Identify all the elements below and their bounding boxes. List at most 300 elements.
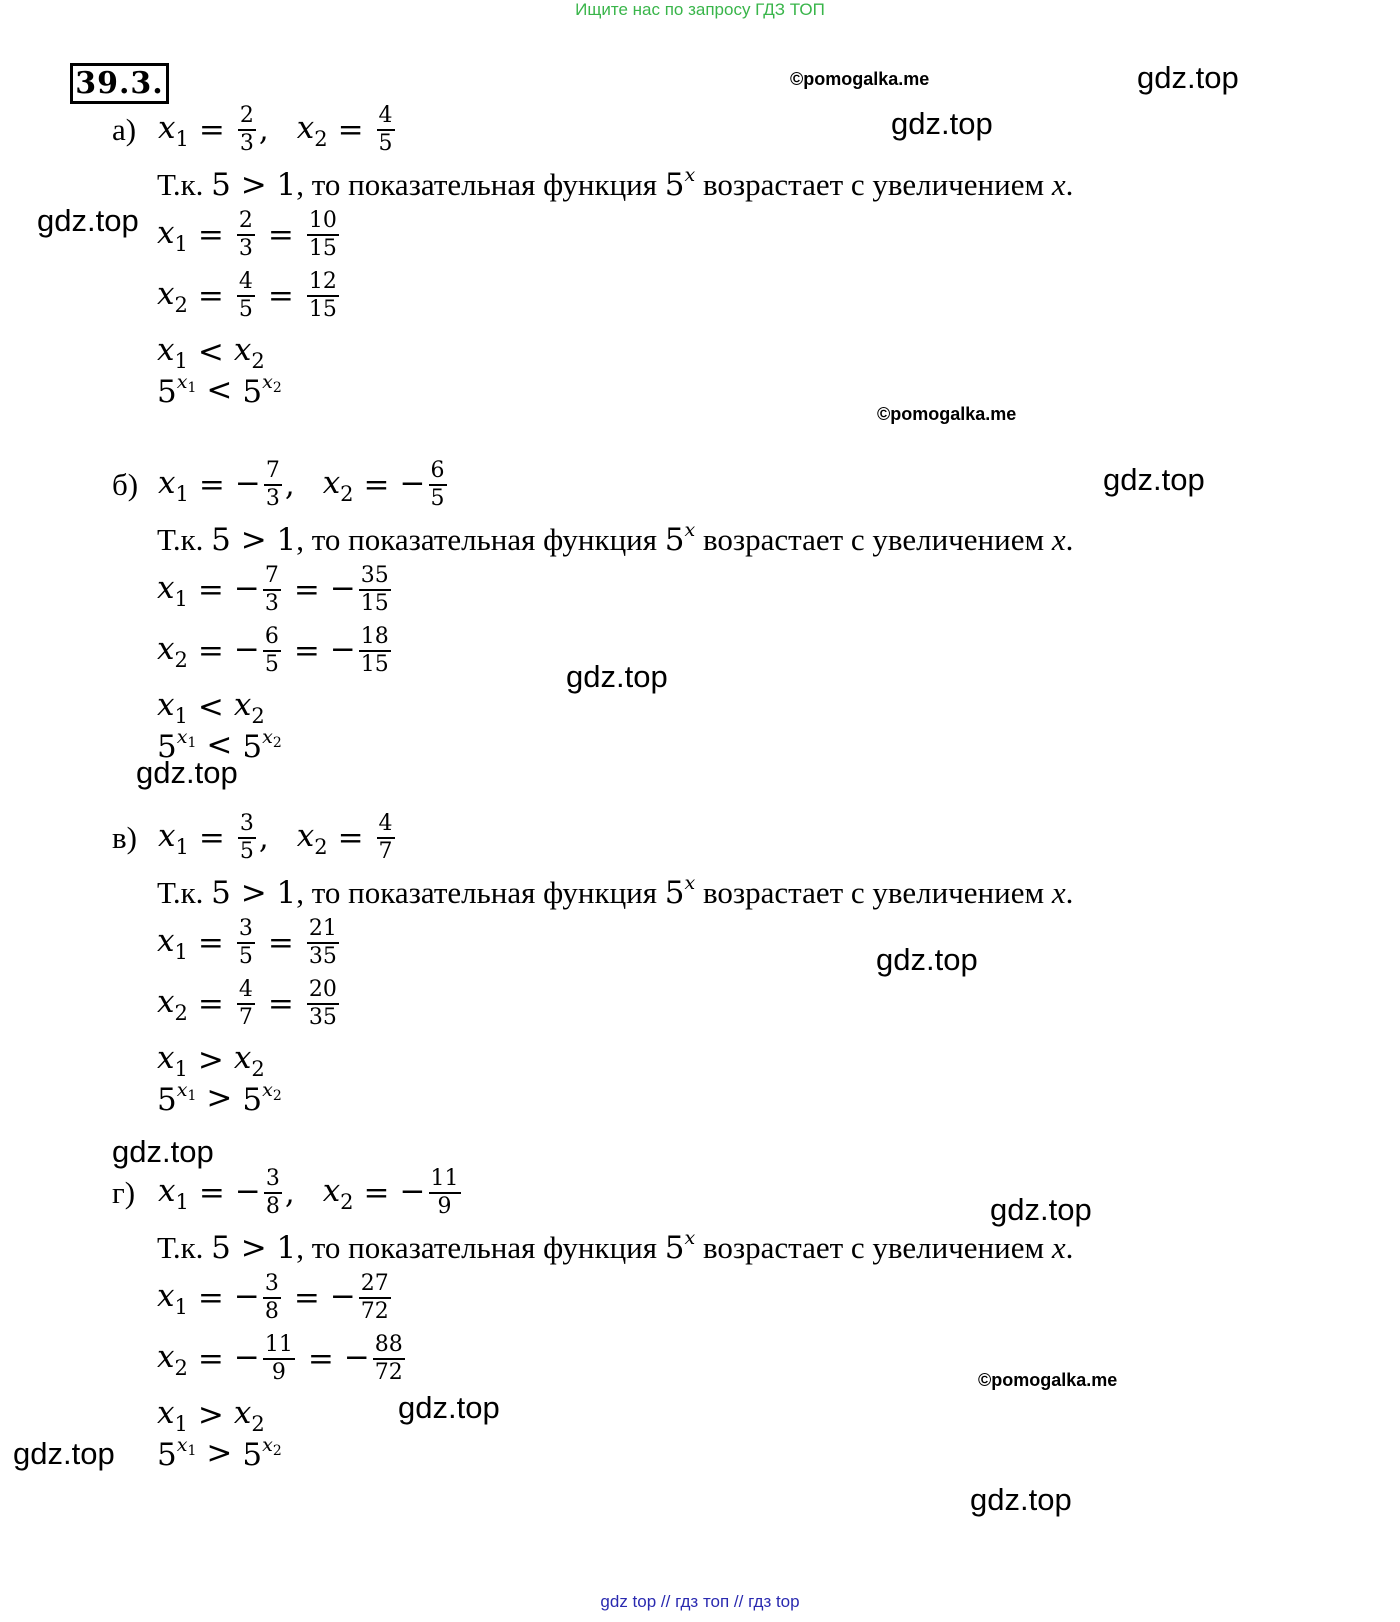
denominator: 3 <box>239 131 254 156</box>
equals-sign: = <box>197 925 224 961</box>
x1-common <box>330 1271 394 1325</box>
denominator: 9 <box>271 1360 286 1385</box>
fraction <box>263 1332 295 1386</box>
variable-x2 <box>157 276 188 317</box>
equals-sign: = <box>293 633 320 669</box>
denominator: 5 <box>239 839 254 864</box>
variable-x2 <box>234 1040 265 1081</box>
exp-var: x <box>176 370 188 393</box>
minus-sign: − <box>234 465 261 502</box>
variable-x1 <box>158 818 189 859</box>
relation-sign: > <box>206 1080 233 1116</box>
function-5x <box>664 519 696 558</box>
exponent <box>176 1078 197 1104</box>
minus-sign: − <box>329 631 356 668</box>
exp-sub: 1 <box>187 1087 197 1104</box>
exponent <box>262 725 282 751</box>
numerator: 3 <box>263 1271 281 1299</box>
variable-x2 <box>234 1395 265 1436</box>
variable-x2 <box>157 631 188 672</box>
part-label: в) <box>112 820 137 855</box>
text-var: x <box>1051 167 1066 202</box>
x2-conversion <box>157 969 342 1039</box>
comparison-power <box>157 1433 282 1473</box>
base: 5 <box>157 1436 177 1473</box>
denominator: 9 <box>437 1194 452 1219</box>
text-prefix: Т.к. <box>157 522 212 557</box>
func-exp: x <box>684 872 696 894</box>
exp-sub: 1 <box>187 379 197 396</box>
fraction <box>377 811 395 865</box>
variable-letter: x <box>157 214 175 251</box>
subscript: 1 <box>175 481 189 506</box>
exponent <box>176 725 197 751</box>
text-suffix: возрастает с увеличением <box>695 1230 1052 1265</box>
comparison-power <box>157 1078 282 1118</box>
variable-letter: x <box>157 275 175 312</box>
variable-x1 <box>158 465 189 506</box>
x2-common <box>304 269 342 323</box>
base: 5 <box>242 1436 263 1473</box>
variable-letter: x <box>157 1338 175 1375</box>
text-end: . <box>1065 1230 1074 1265</box>
exponent <box>176 1433 197 1459</box>
variable-x1 <box>158 1173 189 1214</box>
exp-var: x <box>262 1078 273 1101</box>
comparison-x <box>157 1040 265 1080</box>
exp-sub: 2 <box>272 1442 282 1459</box>
power-5-x1 <box>157 1079 196 1118</box>
numerator: 27 <box>359 1271 391 1299</box>
denominator: 72 <box>374 1360 403 1385</box>
subscript: 1 <box>175 834 189 859</box>
x1-conversion <box>157 200 342 270</box>
variable-x1 <box>157 1395 188 1436</box>
variable-x2 <box>323 465 354 506</box>
numerator: 2 <box>238 103 256 131</box>
fraction <box>264 1166 282 1220</box>
variable-letter: x <box>157 569 175 606</box>
exp-sub: 1 <box>187 734 197 751</box>
denominator: 5 <box>264 652 279 677</box>
x1-conversion <box>157 555 394 625</box>
fraction <box>237 916 255 970</box>
monotonic-statement <box>157 1227 1073 1267</box>
gdz-watermark: gdz.top <box>112 1134 214 1169</box>
x1-value <box>234 563 284 617</box>
variable-x2 <box>157 984 188 1025</box>
minus-sign: − <box>399 1173 426 1210</box>
exp-var: x <box>176 1078 188 1101</box>
numerator: 2 <box>237 208 255 236</box>
x2-value <box>234 624 284 678</box>
x1-common <box>304 208 342 262</box>
fraction <box>307 269 339 323</box>
equals-sign: = <box>198 1175 225 1211</box>
variable-letter: x <box>233 1039 252 1076</box>
x1-common <box>304 916 342 970</box>
subscript: 2 <box>251 703 265 728</box>
relation-sign: < <box>206 372 233 408</box>
equals-sign: = <box>363 1175 390 1211</box>
comma: , <box>284 467 295 503</box>
subscript: 2 <box>340 481 354 506</box>
variable-x2 <box>323 1173 354 1214</box>
x1-value <box>235 1166 285 1220</box>
func-base: 5 <box>664 1230 685 1266</box>
func-base: 5 <box>664 522 685 558</box>
subscript: 2 <box>251 1411 265 1436</box>
numerator: 12 <box>307 269 339 297</box>
subscript: 1 <box>174 1294 188 1319</box>
variable-letter: x <box>233 686 252 723</box>
condition: 5 > 1 <box>211 522 297 558</box>
subscript: 2 <box>174 292 188 317</box>
comma: , <box>284 1175 295 1211</box>
comparison-x <box>157 1395 265 1435</box>
subscript: 1 <box>174 703 188 728</box>
numerator: 18 <box>359 624 391 652</box>
variable-letter: x <box>157 331 175 368</box>
subscript: 2 <box>314 126 328 151</box>
numerator: 7 <box>264 458 282 486</box>
x2-conversion <box>157 616 394 686</box>
equals-sign: = <box>337 820 364 856</box>
exponent <box>262 370 282 396</box>
text-prefix: Т.к. <box>157 1230 212 1265</box>
numerator: 6 <box>263 624 281 652</box>
gdz-watermark: gdz.top <box>136 755 238 790</box>
fraction <box>377 103 395 157</box>
variable-x2 <box>297 818 328 859</box>
base: 5 <box>242 1081 263 1118</box>
variable-letter: x <box>296 109 315 146</box>
x1-common <box>330 563 394 617</box>
x1-value <box>234 916 258 970</box>
equals-sign: = <box>267 217 294 253</box>
relation-sign: < <box>206 727 233 763</box>
base: 5 <box>242 728 263 765</box>
subscript: 1 <box>174 231 188 256</box>
x2-conversion <box>157 261 342 331</box>
x1-value <box>235 811 259 865</box>
fraction <box>359 1271 391 1325</box>
given-values <box>112 450 450 520</box>
denominator: 15 <box>308 297 337 322</box>
fraction <box>263 563 281 617</box>
minus-sign: − <box>233 1278 260 1315</box>
x2-value <box>374 811 398 865</box>
power-5-x2 <box>242 1079 281 1118</box>
denominator: 5 <box>238 297 253 322</box>
numerator: 88 <box>373 1332 405 1360</box>
gdz-watermark: gdz.top <box>990 1192 1092 1227</box>
fraction <box>307 916 339 970</box>
equals-sign: = <box>198 112 225 148</box>
text-var: x <box>1051 1230 1066 1265</box>
subscript: 2 <box>174 647 188 672</box>
relation-sign: > <box>197 1397 224 1433</box>
func-base: 5 <box>664 167 685 203</box>
variable-letter: x <box>322 464 341 501</box>
variable-letter: x <box>157 922 175 959</box>
equals-sign: = <box>293 1280 320 1316</box>
text-middle: , то показательная функция <box>296 167 665 202</box>
equals-sign: = <box>337 112 364 148</box>
base: 5 <box>157 1081 177 1118</box>
fraction <box>307 977 339 1031</box>
variable-letter: x <box>158 464 176 501</box>
exponent <box>176 370 197 396</box>
subscript: 1 <box>174 348 188 373</box>
x1-conversion <box>157 908 342 978</box>
comma: , <box>258 112 269 148</box>
variable-letter: x <box>157 630 175 667</box>
x2-common <box>344 1332 408 1386</box>
variable-x1 <box>157 923 188 964</box>
variable-letter: x <box>296 817 315 854</box>
relation-sign: > <box>206 1435 233 1471</box>
denominator: 3 <box>265 486 280 511</box>
relation-sign: > <box>197 1042 224 1078</box>
equals-sign: = <box>197 986 224 1022</box>
gdz-watermark: gdz.top <box>1137 60 1239 95</box>
denominator: 35 <box>308 944 337 969</box>
gdz-watermark: gdz.top <box>566 659 668 694</box>
variable-letter: x <box>158 109 176 146</box>
denominator: 15 <box>360 652 389 677</box>
numerator: 10 <box>307 208 339 236</box>
variable-letter: x <box>158 817 176 854</box>
text-middle: , то показательная функция <box>296 1230 665 1265</box>
subscript: 2 <box>174 1355 188 1380</box>
numerator: 3 <box>264 1166 282 1194</box>
variable-x2 <box>234 687 265 728</box>
variable-letter: x <box>157 1039 175 1076</box>
equals-sign: = <box>198 820 225 856</box>
base: 5 <box>242 373 263 410</box>
exp-sub: 2 <box>272 734 282 751</box>
comma: , <box>258 820 269 856</box>
text-prefix: Т.к. <box>157 875 212 910</box>
relation-sign: < <box>197 689 224 725</box>
denominator: 5 <box>378 131 393 156</box>
fraction <box>263 624 281 678</box>
subscript: 2 <box>314 834 328 859</box>
func-base: 5 <box>664 875 685 911</box>
numerator: 7 <box>263 563 281 591</box>
minus-sign: − <box>329 1278 356 1315</box>
numerator: 35 <box>359 563 391 591</box>
copyright-watermark: ©pomogalka.me <box>790 69 930 89</box>
denominator: 15 <box>360 591 389 616</box>
denominator: 3 <box>238 236 253 261</box>
subscript: 1 <box>174 1056 188 1081</box>
denominator: 5 <box>238 944 253 969</box>
gdz-watermark: gdz.top <box>37 203 139 238</box>
x1-conversion <box>157 1263 394 1333</box>
gdz-watermark: gdz.top <box>970 1482 1072 1517</box>
copyright-watermark: ©pomogalka.me <box>877 404 1017 424</box>
exp-var: x <box>176 725 188 748</box>
numerator: 6 <box>429 458 447 486</box>
numerator: 4 <box>237 269 255 297</box>
condition: 5 > 1 <box>211 167 297 203</box>
variable-x2 <box>234 332 265 373</box>
text-suffix: возрастает с увеличением <box>695 522 1052 557</box>
variable-x2 <box>297 110 328 151</box>
subscript: 1 <box>174 586 188 611</box>
text-suffix: возрастает с увеличением <box>695 875 1052 910</box>
denominator: 3 <box>264 591 279 616</box>
text-end: . <box>1065 875 1074 910</box>
fraction <box>429 1166 461 1220</box>
variable-x2 <box>157 1339 188 1380</box>
condition: 5 > 1 <box>211 1230 297 1266</box>
numerator: 4 <box>377 103 395 131</box>
minus-sign: − <box>399 465 426 502</box>
x2-common <box>330 624 394 678</box>
variable-x1 <box>157 1040 188 1081</box>
equals-sign: = <box>267 925 294 961</box>
variable-letter: x <box>157 983 175 1020</box>
base: 5 <box>157 728 177 765</box>
subscript: 2 <box>251 1056 265 1081</box>
subscript: 2 <box>174 1000 188 1025</box>
exp-var: x <box>262 1433 273 1456</box>
function-5x <box>664 164 696 203</box>
condition: 5 > 1 <box>211 875 297 911</box>
subscript: 1 <box>175 126 189 151</box>
denominator: 7 <box>378 839 393 864</box>
variable-letter: x <box>233 331 252 368</box>
text-var: x <box>1051 522 1066 557</box>
x2-value <box>400 458 450 512</box>
minus-sign: − <box>233 631 260 668</box>
comparison-power <box>157 725 282 765</box>
equals-sign: = <box>197 217 224 253</box>
function-5x <box>664 1227 696 1266</box>
monotonic-statement <box>157 872 1073 912</box>
variable-letter: x <box>158 1172 176 1209</box>
text-end: . <box>1065 522 1074 557</box>
subscript: 2 <box>251 348 265 373</box>
variable-x1 <box>157 332 188 373</box>
power-5-x2 <box>242 371 281 410</box>
denominator: 15 <box>308 236 337 261</box>
numerator: 3 <box>237 916 255 944</box>
x1-value <box>235 458 285 512</box>
numerator: 4 <box>377 811 395 839</box>
exp-sub: 2 <box>272 379 282 396</box>
text-end: . <box>1065 167 1074 202</box>
variable-x1 <box>157 215 188 256</box>
footer: gdz top // гдз топ // гдз top <box>600 1592 800 1611</box>
variable-letter: x <box>157 1277 175 1314</box>
equals-sign: = <box>307 1341 334 1377</box>
x2-value <box>400 1166 464 1220</box>
fraction <box>263 1271 281 1325</box>
exp-var: x <box>262 370 273 393</box>
numerator: 4 <box>237 977 255 1005</box>
fraction <box>238 811 256 865</box>
power-5-x2 <box>242 1434 281 1473</box>
denominator: 8 <box>264 1299 279 1324</box>
gdz-watermark: gdz.top <box>13 1436 115 1471</box>
monotonic-statement <box>157 164 1073 204</box>
exponent <box>262 1433 282 1459</box>
power-5-x2 <box>242 726 281 765</box>
variable-x1 <box>157 570 188 611</box>
denominator: 8 <box>265 1194 280 1219</box>
subscript: 1 <box>175 1189 189 1214</box>
numerator: 11 <box>263 1332 295 1360</box>
function-5x <box>664 872 696 911</box>
exp-var: x <box>176 1433 188 1456</box>
text-var: x <box>1051 875 1066 910</box>
fraction <box>373 1332 405 1386</box>
problem-number: 39.3. <box>70 63 169 104</box>
equals-sign: = <box>197 1341 224 1377</box>
gdz-watermark: gdz.top <box>1103 462 1205 497</box>
fraction <box>359 624 391 678</box>
fraction <box>237 269 255 323</box>
comparison-x <box>157 687 265 727</box>
denominator: 5 <box>430 486 445 511</box>
text-prefix: Т.к. <box>157 167 212 202</box>
numerator: 20 <box>307 977 339 1005</box>
base: 5 <box>157 373 177 410</box>
x2-value <box>234 269 258 323</box>
exp-sub: 2 <box>272 1087 282 1104</box>
text-suffix: возрастает с увеличением <box>695 167 1052 202</box>
x2-conversion <box>157 1324 408 1394</box>
x2-value <box>374 103 398 157</box>
x1-value <box>235 103 259 157</box>
minus-sign: − <box>233 1339 260 1376</box>
text-middle: , то показательная функция <box>296 522 665 557</box>
minus-sign: − <box>233 570 260 607</box>
variable-letter: x <box>233 1394 252 1431</box>
fraction <box>359 563 391 617</box>
given-values <box>112 1158 464 1228</box>
part-label: б) <box>112 467 139 502</box>
exp-var: x <box>262 725 273 748</box>
top-banner: Ищите нас по запросу ГДЗ ТОП <box>575 0 825 19</box>
fraction <box>237 977 255 1031</box>
equals-sign: = <box>197 572 224 608</box>
power-5-x1 <box>157 371 196 410</box>
x1-value <box>234 1271 284 1325</box>
func-exp: x <box>684 1227 696 1249</box>
given-values <box>112 803 398 873</box>
x1-value <box>234 208 258 262</box>
fraction <box>238 103 256 157</box>
minus-sign: − <box>234 1173 261 1210</box>
variable-x1 <box>158 110 189 151</box>
denominator: 7 <box>238 1005 253 1030</box>
denominator: 35 <box>308 1005 337 1030</box>
exp-sub: 1 <box>187 1442 197 1459</box>
variable-letter: x <box>157 686 175 723</box>
x2-value <box>234 977 258 1031</box>
func-exp: x <box>684 519 696 541</box>
equals-sign: = <box>198 467 225 503</box>
comparison-power <box>157 370 282 410</box>
numerator: 11 <box>429 1166 461 1194</box>
variable-letter: x <box>322 1172 341 1209</box>
copyright-watermark: ©pomogalka.me <box>978 1370 1118 1390</box>
